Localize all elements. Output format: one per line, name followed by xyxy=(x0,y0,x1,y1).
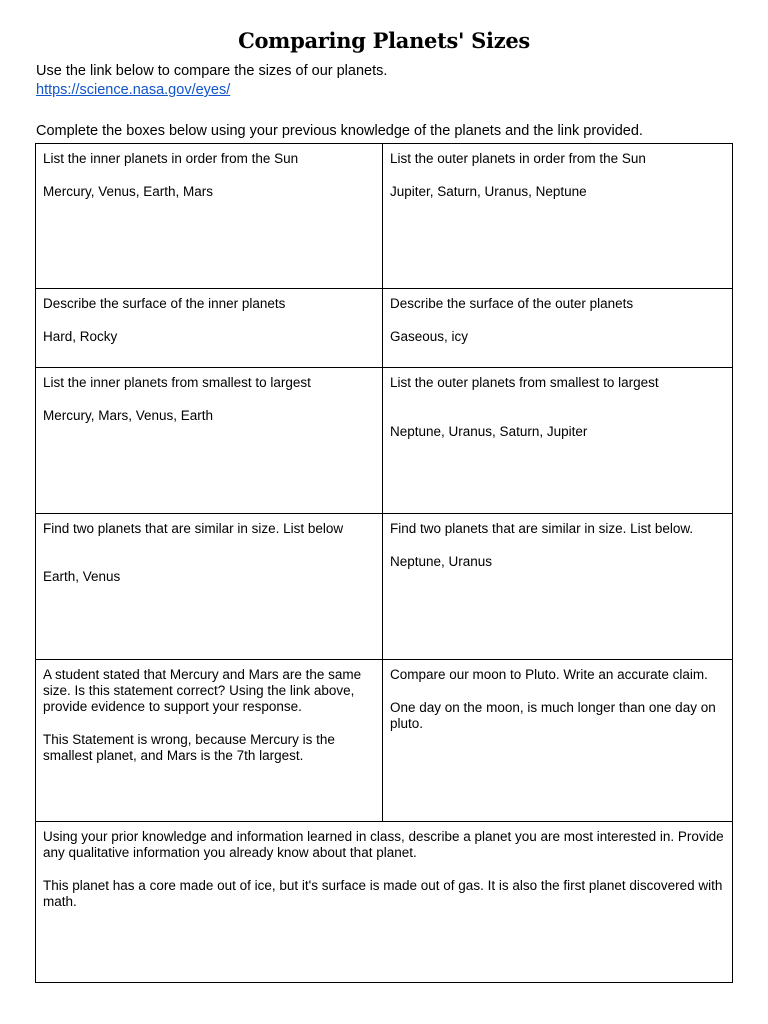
prompt-text: Find two planets that are similar in size. List below. xyxy=(390,521,694,536)
grid-row-claims xyxy=(36,660,733,822)
prompt-text: A student stated that Mercury and Mars are the same size. Is this statement correct? Using the link above, provide evidence to support your response. xyxy=(43,667,362,714)
intro-text: Use the link below to compare the sizes of our planets. xyxy=(36,63,388,79)
grid-row-order xyxy=(36,144,733,289)
grid-row-similar-size xyxy=(36,514,733,660)
prompt-text: Compare our moon to Pluto. Write an accurate claim. xyxy=(390,667,708,682)
intro-block xyxy=(36,62,387,100)
moon-pluto-claim-cell[interactable] xyxy=(383,660,733,822)
answer-text: Gaseous, icy xyxy=(390,329,469,344)
prompt-text: Describe the surface of the inner planets xyxy=(43,296,286,311)
page-title: Comparing Planets' Sizes xyxy=(238,28,530,53)
favorite-planet-cell[interactable] xyxy=(36,822,733,983)
answer-text: Mercury, Venus, Earth, Mars xyxy=(43,184,214,199)
answer-text: Neptune, Uranus, Saturn, Jupiter xyxy=(390,424,588,439)
outer-planets-surface-cell[interactable] xyxy=(383,289,733,368)
similar-size-left-cell[interactable] xyxy=(36,514,383,660)
mercury-mars-claim-cell[interactable] xyxy=(36,660,383,822)
grid-row-size-order xyxy=(36,368,733,514)
nasa-eyes-link[interactable]: https://science.nasa.gov/eyes/ xyxy=(36,82,231,98)
outer-planets-size-cell[interactable] xyxy=(383,368,733,514)
answer-text: Neptune, Uranus xyxy=(390,554,493,569)
prompt-text: Find two planets that are similar in size. List below xyxy=(43,521,344,536)
prompt-text: Describe the surface of the outer planets xyxy=(390,296,634,311)
answer-text: Mercury, Mars, Venus, Earth xyxy=(43,408,214,423)
answer-text: Jupiter, Saturn, Uranus, Neptune xyxy=(390,184,587,199)
instructions-text: Complete the boxes below using your previous knowledge of the planets and the link provided. xyxy=(36,123,643,139)
inner-planets-surface-cell[interactable] xyxy=(36,289,383,368)
answer-text: One day on the moon, is much longer than one day on pluto. xyxy=(390,700,716,731)
grid-row-favorite-planet xyxy=(36,822,733,983)
worksheet-grid xyxy=(35,143,733,983)
answer-text: Hard, Rocky xyxy=(43,329,118,344)
prompt-text: List the outer planets from smallest to largest xyxy=(390,375,659,390)
inner-planets-size-cell[interactable] xyxy=(36,368,383,514)
prompt-text: Using your prior knowledge and information learned in class, describe a planet you are most interested in. Provide any qualitative information you already know about that planet. xyxy=(43,829,724,860)
prompt-text: List the outer planets in order from the Sun xyxy=(390,151,646,166)
answer-text: Earth, Venus xyxy=(43,569,121,584)
prompt-text: List the inner planets in order from the Sun xyxy=(43,151,299,166)
prompt-text: List the inner planets from smallest to largest xyxy=(43,375,311,390)
grid-row-surface xyxy=(36,289,733,368)
answer-text: This Statement is wrong, because Mercury is the smallest planet, and Mars is the 7th largest. xyxy=(43,732,335,763)
outer-planets-order-cell[interactable] xyxy=(383,144,733,289)
answer-text: This planet has a core made out of ice, but it's surface is made out of gas. It is also the first planet discovered with math. xyxy=(43,878,723,909)
similar-size-right-cell[interactable] xyxy=(383,514,733,660)
inner-planets-order-cell[interactable] xyxy=(36,144,383,289)
